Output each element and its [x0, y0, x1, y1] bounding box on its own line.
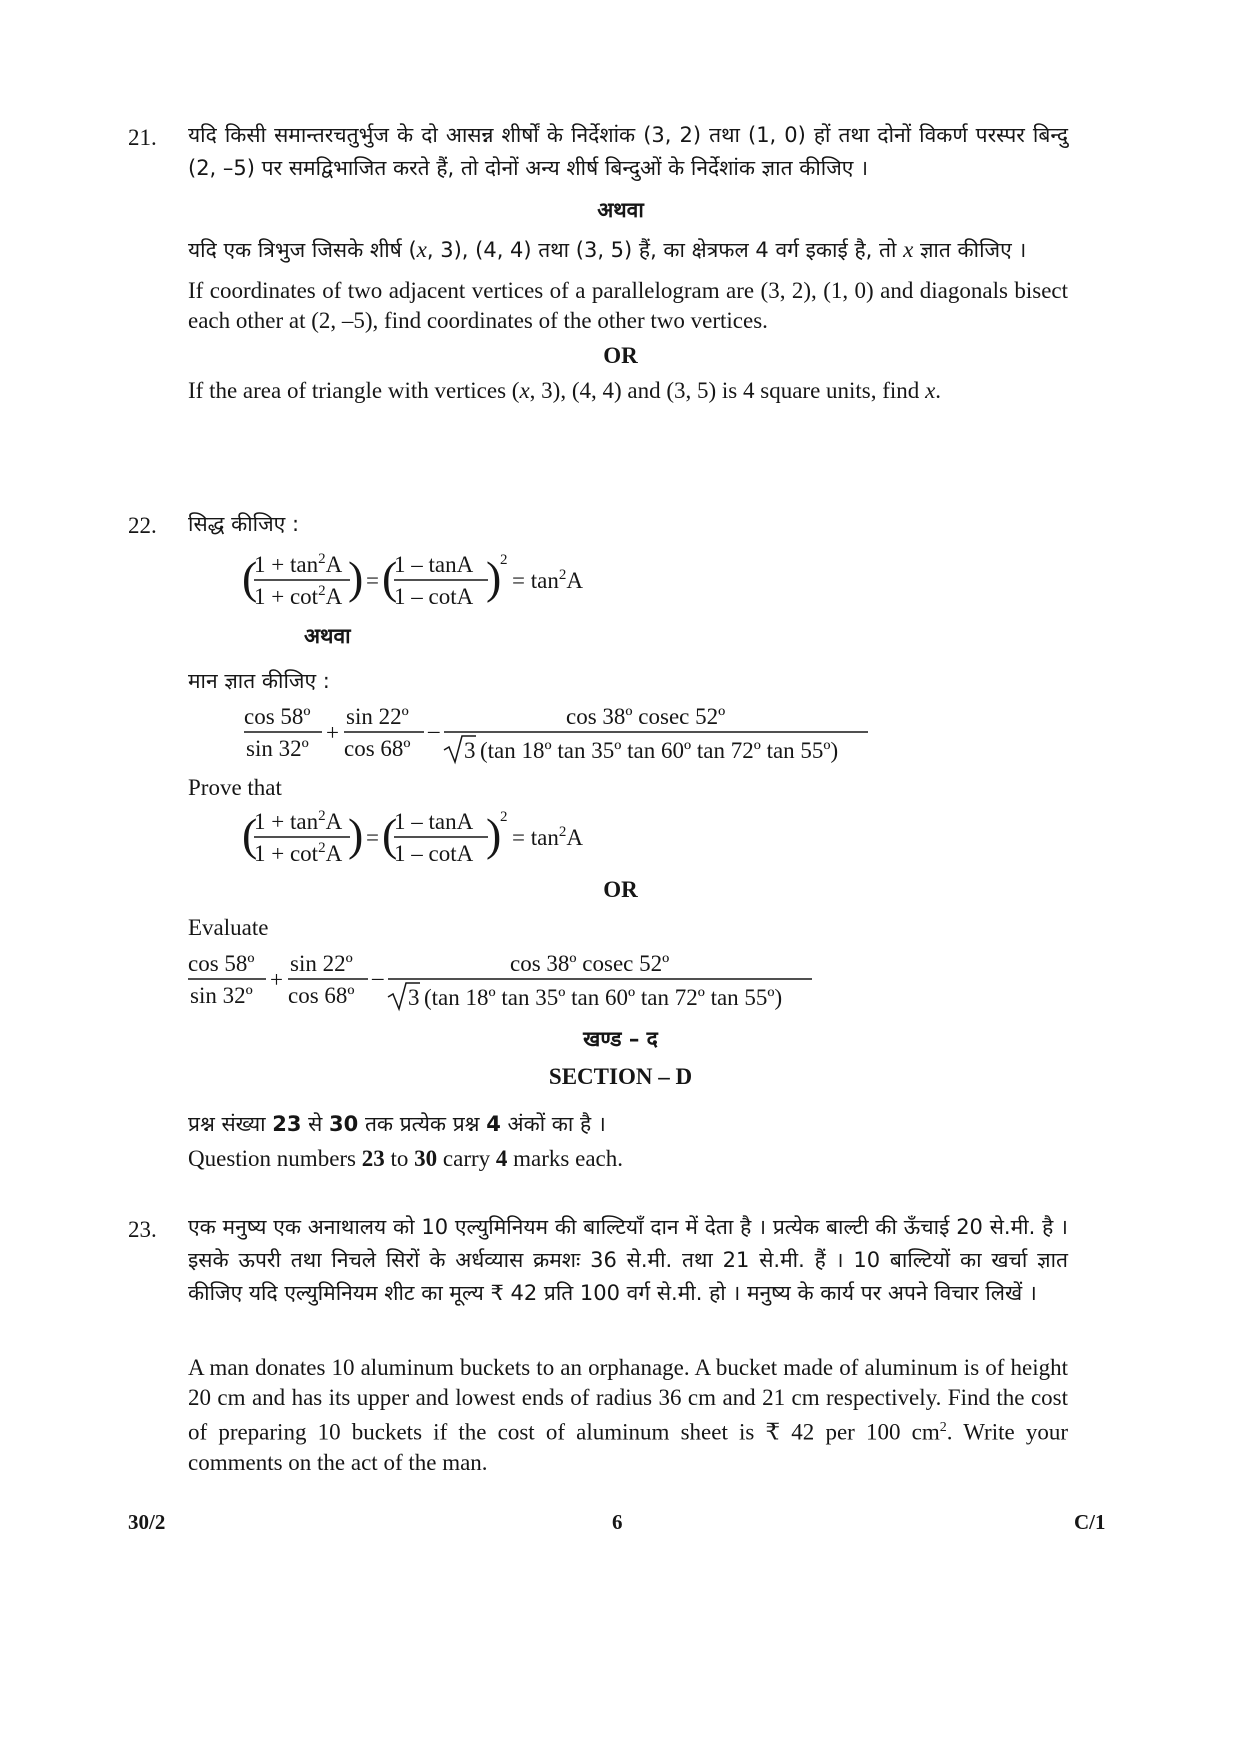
- svg-text:cos 68º: cos 68º: [288, 983, 355, 1008]
- svg-text:): ): [348, 809, 364, 860]
- rhs-denominator: 1 – cotA: [394, 584, 474, 609]
- footer-page-number: 6: [612, 1510, 623, 1534]
- q21-hindi-or: अथवा: [597, 198, 644, 222]
- svg-text:1 – cotA: 1 – cotA: [394, 841, 474, 866]
- svg-text:=: =: [366, 825, 379, 850]
- q21-english-or: OR: [603, 343, 638, 368]
- q22-evaluation-hindi: [244, 700, 884, 776]
- paren-left-1: (: [242, 552, 258, 603]
- rhs-numerator: 1 – tanA: [394, 552, 474, 577]
- section-note-english: Question numbers 23 to 30 carry 4 marks each.: [188, 1146, 623, 1171]
- rhs-result: = $\tan^2A$: [512, 567, 583, 593]
- q22-english-evaluate: Evaluate: [188, 915, 269, 940]
- equals-sign: =: [366, 568, 379, 593]
- q22-identity-hindi: [242, 548, 602, 624]
- term1-denominator: sin 32º: [246, 736, 309, 761]
- q22-hindi-evaluate: मान ज्ञात कीजिए :: [188, 669, 330, 693]
- lhs-numerator: $1 + \tan^2A$: [254, 551, 343, 577]
- svg-text:1 + cot2A: $1 + \cot^2A$: [254, 840, 343, 866]
- paren-left-2: (: [382, 552, 398, 603]
- minus-sign: –: [428, 718, 440, 743]
- section-note-hindi: प्रश्न संख्या 23 से 30 तक प्रत्येक प्रश्न 4 अंकों का है ।: [188, 1112, 606, 1136]
- svg-text:= tan2A: = $\tan^2A$: [512, 824, 583, 850]
- q22-hindi-or: अथवा: [304, 624, 351, 648]
- svg-text:(tan 18º tan 35º tan 60º tan 7: (tan 18º tan 35º tan 60º tan 72º tan 55º): [424, 985, 783, 1010]
- term3-denominator: (tan 18º tan 35º tan 60º tan 72º tan 55º): [480, 738, 839, 763]
- svg-text:3: 3: [408, 985, 420, 1010]
- q22-english-or: OR: [603, 877, 638, 902]
- svg-text:cos 58º: cos 58º: [188, 951, 255, 976]
- term2-denominator: cos 68º: [344, 736, 411, 761]
- evaluation-expression: [188, 947, 828, 1017]
- q22-hindi-prove: सिद्ध कीजिए :: [188, 512, 300, 536]
- plus-sign: +: [326, 720, 339, 745]
- paren-right-2: ): [486, 552, 502, 603]
- term3-numerator: cos 38º cosec 52º: [566, 704, 726, 729]
- section-title-hindi: खण्ड – द: [583, 1027, 658, 1051]
- evaluation-expression: [244, 700, 884, 770]
- square-exponent: 2: [500, 552, 508, 568]
- svg-text:(: (: [382, 809, 398, 860]
- q22-english-prove: Prove that: [188, 775, 282, 800]
- svg-text:2: 2: [500, 809, 508, 825]
- q21-hindi-alternative: यदि एक त्रिभुज जिसके शीर्ष (x, 3), (4, 4) तथा (3, 5) हैं, का क्षेत्रफल 4 वर्ग इकाई है, तो x ज्ञात कीजिए ।: [188, 237, 1027, 262]
- q22-identity-english: [242, 805, 602, 881]
- question-number-21: 21.: [128, 125, 157, 150]
- svg-text:(: (: [242, 809, 258, 860]
- svg-text:sin 32º: sin 32º: [190, 983, 253, 1008]
- q21-hindi-text: यदि किसी समान्तरचतुर्भुज के दो आसन्न शीर्षों के निर्देशांक (3, 2) तथा (1, 0) हों तथा दोनों विकर्ण परस्पर बिन्दु (2, –5) पर समद्विभाजित करते हैं, तो दोनों अन्य शीर्ष बिन्दुओं के निर्देशांक ज्ञात कीजिए ।: [188, 123, 1068, 180]
- svg-text:1 – tanA: 1 – tanA: [394, 809, 474, 834]
- footer-paper-code: 30/2: [128, 1510, 166, 1534]
- svg-text:sin 22º: sin 22º: [290, 951, 353, 976]
- term2-numerator: sin 22º: [346, 704, 409, 729]
- root-radicand: 3: [464, 738, 476, 763]
- q23-english-text: A man donates 10 aluminum buckets to an orphanage. A bucket made of aluminum is of height 20 cm and has its upper and lowest ends of radius 36 cm and 21 cm respectively. Find the cost of preparing 10 buckets if the cost of aluminum sheet is ₹ 42 per 100 $cm^2$. Write your comments on the act of the man.: [188, 1355, 1068, 1475]
- svg-text:–: –: [372, 965, 384, 990]
- q21-english-text: If coordinates of two adjacent vertices of a parallelogram are (3, 2), (1, 0) and diagonals bisect each other at (2, –5), find coordinates of the other two vertices.: [188, 278, 1068, 333]
- paren-right-1: ): [348, 552, 364, 603]
- svg-text:+: +: [270, 967, 283, 992]
- question-number-22: 22.: [128, 513, 157, 538]
- svg-text:1 + tan2A: $1 + \tan^2A$: [254, 808, 343, 834]
- q23-hindi-text: एक मनुष्य एक अनाथालय को 10 एल्युमिनियम की बाल्टियाँ दान में देता है । प्रत्येक बाल्टी की ऊँचाई 20 से.मी. है । इसके ऊपरी तथा निचले सिरों के अर्धव्यास क्रमशः 36 से.मी. तथा 21 से.मी. हैं । 10 बाल्टियों का खर्चा ज्ञात कीजिए यदि एल्युमिनियम शीट का मूल्य ₹ 42 प्रति 100 वर्ग से.मी. हो । मनुष्य के कार्य पर अपने विचार लिखें ।: [188, 1215, 1068, 1305]
- section-title-english: SECTION – D: [548, 1064, 693, 1089]
- svg-text:): ): [486, 809, 502, 860]
- q22-evaluation-english: [188, 947, 828, 1023]
- q21-english-alternative: If the area of triangle with vertices (x, 3), (4, 4) and (3, 5) is 4 square units, find x.: [188, 378, 942, 403]
- lhs-denominator: $1 + \cot^2A$: [254, 583, 343, 609]
- term1-numerator: cos 58º: [244, 704, 311, 729]
- svg-text:cos 38º cosec 52º: cos 38º cosec 52º: [510, 951, 670, 976]
- identity-equation: [242, 805, 602, 875]
- question-number-23: 23.: [128, 1217, 157, 1242]
- footer-set-code: C/1: [1074, 1510, 1106, 1534]
- identity-equation: [242, 548, 602, 618]
